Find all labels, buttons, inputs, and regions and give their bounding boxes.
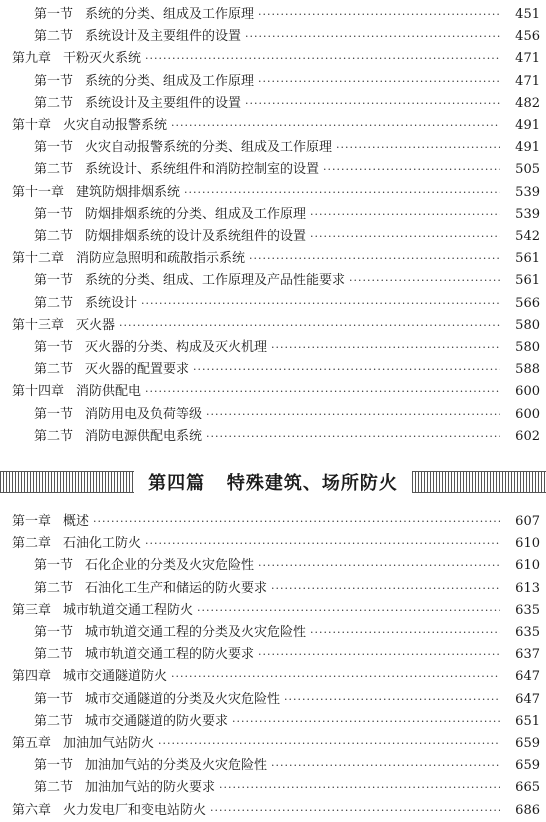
toc-entry-number: 第一节 [34,625,74,640]
toc-section-row [0,226,546,248]
dot-leader [349,270,500,292]
dot-leader [271,755,500,777]
dot-leader [206,404,500,426]
toc-page-number: 647 [515,691,540,707]
toc-entry-number: 第二节 [34,580,74,596]
banner-hatch-right [412,471,546,493]
toc-entry-title: 系统设计及主要组件的设置 [85,95,242,111]
toc-section-row [0,359,546,381]
toc-page-number: 607 [515,514,540,529]
toc-entry-number: 第一节 [34,758,74,774]
toc-page-number: 491 [515,140,540,156]
toc-page-number: 686 [515,802,540,818]
toc-entry-number: 第二章 [12,536,52,552]
toc-entry-number: 第一节 [34,558,74,574]
toc-entry-number: 第一节 [34,206,74,222]
toc-page-number: 588 [515,362,540,378]
toc-entry-title: 系统设计及主要组件的设置 [85,29,242,45]
toc-entry-title: 城市交通隧道防火 [63,669,168,685]
toc-page-number: 665 [515,780,540,796]
dot-leader [145,533,500,555]
toc-entry-title: 加油加气站防火 [63,736,155,751]
toc-page-number: 600 [515,406,540,422]
toc-page-number: 613 [515,580,540,596]
part-title: 第四篇 特殊建筑、场所防火 [148,473,398,494]
toc-entry-title: 系统的分类、组成及工作原理 [85,73,255,89]
toc-entry-title: 加油加气站的分类及火灾危险性 [85,758,268,774]
toc-page-number: 561 [515,251,540,267]
toc-entry-number: 第十一章 [12,184,65,200]
toc-entry-title: 灭火器的分类、构成及灭火机理 [85,340,268,355]
toc-entry-title: 概述 [63,514,90,529]
dot-leader [258,644,500,666]
toc-page-number: 505 [515,162,540,178]
toc-entry-number: 第九章 [12,51,52,67]
toc-section-row [0,404,546,426]
toc-entry-number: 第一节 [34,7,74,22]
toc-section-row [0,293,546,315]
toc-entry-title: 城市轨道交通工程的防火要求 [85,647,255,663]
toc-section-row [0,137,546,159]
dot-leader [141,293,500,315]
toc-page-number: 566 [515,295,540,311]
toc-entry-title: 系统设计、系统组件和消防控制室的设置 [85,162,320,178]
toc-section-row [0,26,546,48]
toc-entry-title: 火灾自动报警系统的分类、组成及工作原理 [85,140,333,156]
toc-entry-number: 第五章 [12,736,52,751]
dot-leader [310,204,500,226]
toc-section-row [0,555,546,577]
toc-entry-number: 第十章 [12,118,52,133]
toc-chapter-row [0,666,546,688]
dot-leader [271,337,500,359]
toc-section-row [0,777,546,799]
toc-entry-number: 第二节 [34,162,74,178]
toc-entry-title: 建筑防烟排烟系统 [76,184,181,200]
toc-page-number: 610 [515,558,540,574]
dot-leader [171,666,500,688]
toc-page-number: 651 [515,713,540,729]
toc-entry-number: 第十三章 [12,317,65,333]
toc-section-row [0,578,546,600]
dot-leader [93,511,500,533]
toc-page-number: 659 [515,736,540,751]
dot-leader [119,315,500,337]
toc-page-number: 471 [515,51,540,67]
toc-entry-number: 第二节 [34,362,74,378]
toc-entry-number: 第一章 [12,514,52,529]
toc-entry-title: 防烟排烟系统的分类、组成及工作原理 [85,206,307,222]
toc-entry-title: 加油加气站的防火要求 [85,780,216,796]
toc-entry-number: 第一节 [34,140,74,156]
dot-leader [219,777,500,799]
toc-entry-title: 消防应急照明和疏散指示系统 [76,251,246,267]
toc-section-row [0,711,546,733]
dot-leader [310,622,500,644]
toc-page-number: 580 [515,317,540,333]
dot-leader [258,4,500,26]
toc-entry-title: 石油化工生产和储运的防火要求 [85,580,268,596]
dot-leader [323,159,500,181]
toc-section-row [0,71,546,93]
toc-entry-title: 系统设计 [85,295,138,311]
dot-leader [336,137,500,159]
toc-page-number: 602 [515,428,540,444]
toc-entry-title: 干粉灭火系统 [63,51,142,67]
toc-page-number: 580 [515,340,540,355]
dot-leader [145,48,500,70]
toc-entry-title: 系统的分类、组成及工作原理 [85,7,255,22]
toc-entry-title: 灭火器 [76,317,116,333]
dot-leader [206,426,500,448]
toc-chapter-row [0,533,546,555]
toc-entry-number: 第六章 [12,802,52,818]
toc-section-row [0,337,546,359]
dot-leader [258,71,500,93]
toc-entry-number: 第十二章 [12,251,65,267]
toc-page-number: 451 [515,7,540,22]
toc-page-number: 491 [515,118,540,133]
toc-entry-title: 火灾自动报警系统 [63,118,168,133]
toc-entry-title: 防烟排烟系统的设计及系统组件的设置 [85,229,307,244]
dot-leader [249,248,500,270]
toc-chapter-row [0,115,546,137]
toc-section-row [0,4,546,26]
toc-entry-number: 第三章 [12,602,52,618]
toc-page-number: 471 [515,73,540,89]
toc-section-row [0,755,546,777]
dot-leader [145,381,500,403]
banner-hatch-left [0,471,134,493]
toc-entry-title: 系统的分类、组成、工作原理及产品性能要求 [85,273,346,289]
dot-leader [232,711,500,733]
toc-chapter-row [0,48,546,70]
toc-entry-title: 石化企业的分类及火灾危险性 [85,558,255,574]
toc-chapter-row [0,511,546,533]
dot-leader [245,26,500,48]
toc-entry-number: 第四章 [12,669,52,685]
toc-entry-number: 第二节 [34,29,74,45]
toc-chapter-row [0,800,546,822]
toc-entry-title: 城市轨道交通工程防火 [63,602,194,618]
toc-entry-number: 第二节 [34,229,74,244]
toc-section-row [0,426,546,448]
toc-section-row [0,689,546,711]
toc-entry-title: 城市轨道交通工程的分类及火灾危险性 [85,625,307,640]
toc-section-row [0,622,546,644]
toc-page-number: 647 [515,669,540,685]
dot-leader [193,359,500,381]
toc-page-number: 659 [515,758,540,774]
dot-leader [284,689,500,711]
toc-entry-number: 第二节 [34,95,74,111]
toc-page-number: 635 [515,602,540,618]
dot-leader [171,115,500,137]
toc-entry-title: 火力发电厂和变电站防火 [63,802,207,818]
toc-entry-number: 第一节 [34,691,74,707]
toc-page-number: 635 [515,625,540,640]
toc-entry-title: 灭火器的配置要求 [85,362,190,378]
dot-leader [184,182,500,204]
toc-page-number: 539 [515,184,540,200]
toc-page-number: 542 [515,229,540,244]
dot-leader [245,93,500,115]
dot-leader [310,226,500,248]
toc-entry-number: 第一节 [34,406,74,422]
toc-entry-number: 第十四章 [12,384,65,400]
toc-chapter-row [0,600,546,622]
toc-chapter-row [0,315,546,337]
toc-page-number: 637 [515,647,540,663]
toc-section-row [0,159,546,181]
toc-page-number: 539 [515,206,540,222]
toc-entry-number: 第一节 [34,340,74,355]
toc-page-number: 600 [515,384,540,400]
dot-leader [197,600,500,622]
toc-chapter-row [0,381,546,403]
toc-entry-number: 第二节 [34,713,74,729]
toc-section-row [0,644,546,666]
toc-entry-number: 第二节 [34,428,74,444]
toc-entry-title: 消防用电及负荷等级 [85,406,203,422]
dot-leader [158,733,500,755]
toc-entry-number: 第二节 [34,295,74,311]
toc-entry-title: 城市交通隧道的分类及火灾危险性 [85,691,281,707]
toc-page-number: 456 [515,29,540,45]
toc-page-number: 561 [515,273,540,289]
toc-entry-title: 消防电源供配电系统 [85,428,203,444]
toc-entry-title: 城市交通隧道的防火要求 [85,713,229,729]
toc-entry-number: 第一节 [34,273,74,289]
toc-page-number: 610 [515,536,540,552]
toc-entry-number: 第一节 [34,73,74,89]
dot-leader [258,555,500,577]
toc-entry-number: 第二节 [34,647,74,663]
toc-page-number: 482 [515,95,540,111]
toc-entry-title: 消防供配电 [76,384,142,400]
part-banner [0,466,546,498]
dot-leader [271,578,500,600]
toc-section-row [0,93,546,115]
toc-chapter-row [0,182,546,204]
dot-leader [210,800,500,822]
toc-chapter-row [0,733,546,755]
toc-entry-number: 第二节 [34,780,74,796]
toc-entry-title: 石油化工防火 [63,536,142,552]
toc-chapter-row [0,248,546,270]
toc-section-row [0,204,546,226]
toc-section-row [0,270,546,292]
